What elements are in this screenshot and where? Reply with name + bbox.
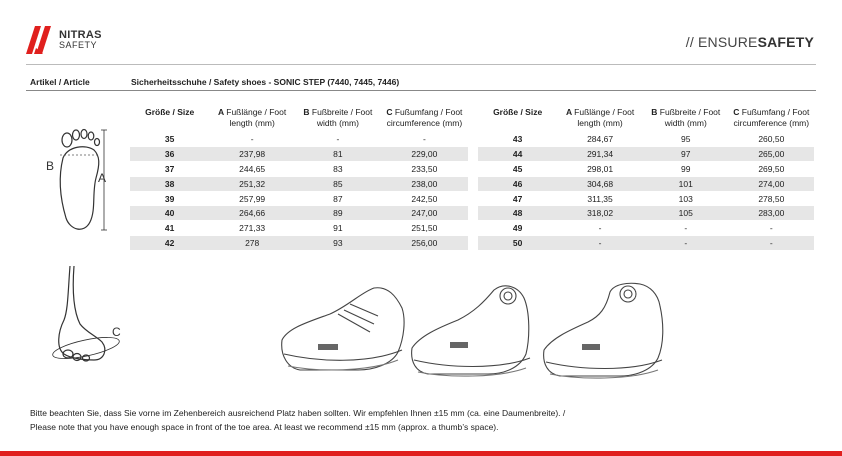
label-c: C (112, 325, 121, 339)
note-english: Please note that you have enough space in front of the toe area. At least we recommend ±15 mm (approx. a thumb’s space). (30, 422, 499, 432)
shoe-lowcut-icon (282, 288, 404, 370)
table-row: 47 311,35 103 278,50 (478, 191, 814, 206)
header-a: A Fußlänge / Foot length (mm) (565, 107, 635, 128)
size-rows-left (130, 132, 468, 251)
article-divider (26, 90, 816, 91)
header-b: B Fußbreite / Foot width (mm) (651, 107, 721, 128)
table-row: 39 257,99 87 242,50 (130, 191, 468, 206)
brand-sub: SAFETY (59, 40, 98, 50)
table-row: 41 271,33 91 251,50 (130, 221, 468, 236)
label-b: B (46, 159, 55, 173)
table-row: 49 - - - (478, 221, 814, 236)
header-a: A Fußlänge / Foot length (mm) (218, 107, 287, 128)
foot-sole-diagram (36, 118, 126, 238)
header-divider (26, 64, 816, 65)
header-size: Größe / Size (493, 107, 543, 117)
bottom-accent-bar (0, 451, 842, 456)
sizing-note (30, 406, 565, 434)
tagline-bold: SAFETY (757, 34, 814, 50)
header-c: C Fußumfang / Foot circumference (mm) (386, 107, 463, 128)
header-c: C Fußumfang / Foot circumference (mm) (733, 107, 810, 128)
shoe-boa-low-icon (412, 286, 530, 376)
tagline-prefix: // ENSURE (685, 34, 758, 50)
table-row: 45 298,01 99 269,50 (478, 161, 814, 176)
table-row: 46 304,68 101 274,00 (478, 176, 814, 191)
note-german: Bitte beachten Sie, dass Sie vorne im Zehenbereich ausreichend Platz haben sollten. Wir empfehlen Ihnen ±15 mm (ca. eine Daumenbreite). / (30, 408, 566, 418)
shoe-illustrations (278, 278, 678, 388)
table-row: 37 244,65 83 233,50 (130, 161, 468, 176)
nitras-logo-icon (26, 26, 54, 54)
table-row: 35 - - - (130, 132, 468, 147)
brand-name: NITRAS (59, 29, 102, 41)
table-row: 38 251,32 85 238,00 (130, 176, 468, 191)
table-row: 42 278 93 256,00 (130, 236, 468, 250)
header-size: Größe / Size (145, 107, 195, 117)
table-row: 43 284,67 95 260,50 (478, 132, 814, 147)
table-row: 44 291,34 97 265,00 (478, 146, 814, 161)
brand-logo (26, 26, 102, 54)
table-row: 36 237,98 81 229,00 (130, 146, 468, 161)
foot-circumference-diagram (36, 262, 126, 377)
table-row: 48 318,02 105 283,00 (478, 206, 814, 221)
header-b: B Fußbreite / Foot width (mm) (303, 107, 373, 128)
shoe-boa-mid-icon (544, 283, 663, 378)
article-value: Sicherheitsschuhe / Safety shoes - SONIC STEP (7440, 7445, 7446) (131, 77, 400, 87)
size-rows-right (478, 132, 814, 251)
size-table-left (130, 107, 468, 250)
article-label: Artikel / Article (30, 77, 90, 87)
table-row: 40 264,66 89 247,00 (130, 206, 468, 221)
size-table-right (478, 107, 814, 250)
table-row: 50 - - - (478, 236, 814, 250)
label-a: A (98, 171, 107, 185)
tagline (686, 34, 814, 50)
